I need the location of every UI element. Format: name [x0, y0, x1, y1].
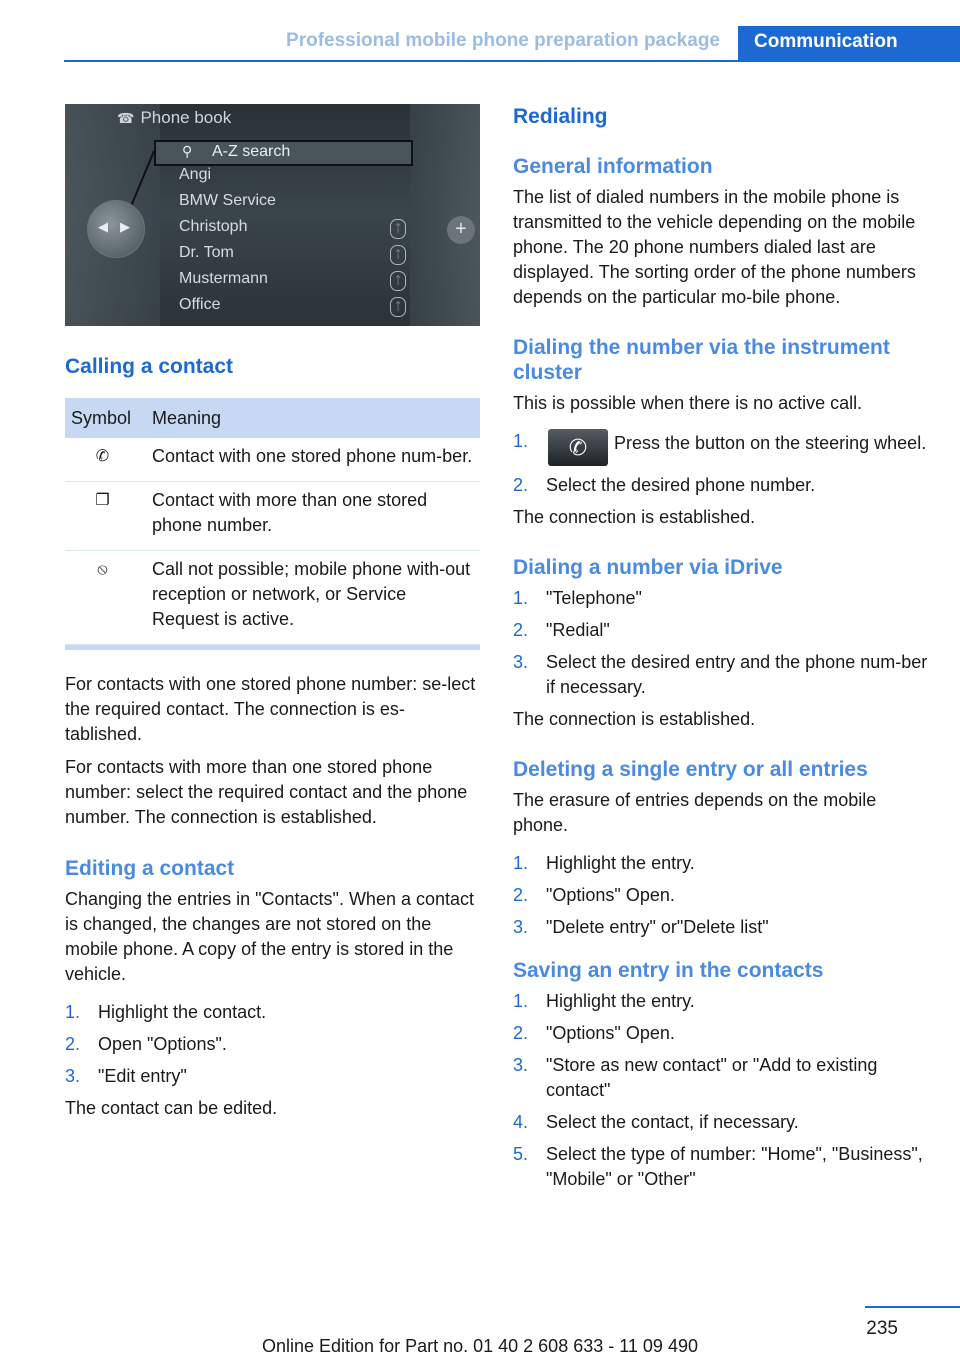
phone-handset-icon: ✆	[95, 448, 110, 465]
list-item: 2. Open "Options".	[65, 1034, 227, 1054]
table-bottom-rule	[65, 645, 480, 650]
header-chapter-tab: Communication	[738, 26, 960, 60]
deleting-intro: The erasure of entries depends on the mobile phone.	[513, 790, 877, 835]
instrument-cluster-heading: Dialing the number via the instrument cluster	[513, 336, 890, 384]
phone-book-icon: ☎	[117, 110, 135, 126]
general-info-heading: General information	[513, 155, 713, 178]
list-item: 2. "Options" Open.	[513, 1023, 675, 1043]
footer-edition-text: Online Edition for Part no. 01 40 2 608 633 - 11 09 490	[262, 1336, 698, 1356]
list-item: 2. Select the desired phone number.	[513, 475, 816, 495]
controller-knob	[87, 200, 145, 258]
contact-item: Mustermann	[179, 270, 268, 287]
instrument-cluster-intro: This is possible when there is no active call.	[513, 393, 863, 413]
table-header-meaning: Meaning	[146, 398, 480, 438]
steering-wheel-phone-button-icon: ✆	[548, 429, 608, 466]
instrument-cluster-steps	[513, 429, 933, 498]
list-item: 4. Select the contact, if necessary.	[513, 1112, 799, 1132]
az-search-item: ⚲ A-Z search	[154, 140, 413, 166]
list-item: 1. "Telephone"	[513, 588, 642, 608]
table-header-symbol: Symbol	[65, 398, 146, 438]
screen-title: ☎ Phone book	[117, 108, 232, 127]
general-info-text: The list of dialed numbers in the mobile phone is transmitted to the vehicle depending on the mobile phone. The 20 phone numbers dialed last are displayed. The sorting order of the phone numbers depends on the particular mo-bile phone.	[513, 187, 916, 307]
table-row: ❐ Contact with more than one stored phone number.	[65, 482, 480, 551]
list-item: 3. Select the desired entry and the phone num-ber if necessary.	[513, 652, 928, 697]
editing-heading: Editing a contact	[65, 857, 235, 880]
page-header	[0, 0, 960, 64]
left-column	[65, 104, 480, 1121]
deleting-heading: Deleting a single entry or all entries	[513, 758, 868, 781]
header-section-title: Professional mobile phone preparation package	[286, 30, 720, 51]
footer-rule	[865, 1306, 960, 1308]
contact-item: Angi	[179, 166, 212, 183]
bluetooth-icon: ᛏ	[390, 297, 406, 317]
contact-item: Christoph	[179, 218, 248, 235]
table-row: ⦸ Call not possible; mobile phone with-out reception or network, or Service Request is active.	[65, 551, 480, 645]
list-item: 3. "Store as new contact" or "Add to existing contact"	[513, 1055, 878, 1100]
saving-heading: Saving an entry in the contacts	[513, 959, 824, 982]
list-item: 2. "Options" Open.	[513, 885, 675, 905]
arrow-right-icon: ▶	[120, 219, 130, 234]
calling-paragraph-2: For contacts with more than one stored phone number: select the required contact and the phone number. The connection is established.	[65, 757, 468, 827]
header-rule	[64, 60, 960, 62]
deleting-steps	[513, 851, 933, 940]
list-item: 1. Highlight the contact.	[65, 1002, 267, 1022]
bluetooth-icon: ᛏ	[390, 219, 406, 239]
list-item: 1. Highlight the entry.	[513, 991, 695, 1011]
list-item: 2. "Redial"	[513, 620, 610, 640]
calling-paragraph-1: For contacts with one stored phone number: se-lect the required contact. The connection is es-tablished.	[65, 674, 476, 744]
page-number: 235	[866, 1318, 898, 1339]
idrive-result: The connection is established.	[513, 709, 756, 729]
search-icon: ⚲	[182, 143, 193, 159]
editing-intro: Changing the entries in "Contacts". When a contact is changed, the changes are not stored on the mobile phone. A copy of the entry is stored in the vehicle.	[65, 889, 475, 984]
idrive-steps	[513, 586, 933, 700]
instrument-cluster-result: The connection is established.	[513, 507, 756, 527]
bluetooth-icon: ᛏ	[390, 271, 406, 291]
multiple-numbers-icon: ❐	[95, 492, 110, 509]
bluetooth-icon: ᛏ	[390, 245, 406, 265]
list-item: 5. Select the type of number: "Home", "Business", "Mobile" or "Other"	[513, 1144, 923, 1189]
redialing-heading: Redialing	[513, 105, 608, 128]
editing-result: The contact can be edited.	[65, 1098, 278, 1118]
calling-heading: Calling a contact	[65, 355, 234, 378]
contact-item: BMW Service	[179, 192, 276, 209]
list-item: 1. Highlight the entry.	[513, 853, 695, 873]
plus-icon: +	[447, 216, 475, 244]
contact-item: Dr. Tom	[179, 244, 234, 261]
idrive-heading: Dialing a number via iDrive	[513, 556, 783, 579]
symbol-table	[65, 398, 480, 645]
right-column	[513, 104, 933, 1199]
list-item: 3. "Delete entry" or"Delete list"	[513, 917, 769, 937]
phone-book-screenshot	[65, 104, 480, 326]
table-row: ✆ Contact with one stored phone num-ber.	[65, 438, 480, 482]
list-item: 3. "Edit entry"	[65, 1066, 187, 1086]
arrow-left-icon: ◀	[98, 219, 108, 234]
editing-steps	[65, 1000, 480, 1089]
contact-item: Office	[179, 296, 221, 313]
call-not-possible-icon: ⦸	[97, 561, 108, 578]
list-item: 1. ✆ Press the button on the steering wheel.	[513, 429, 933, 466]
saving-steps	[513, 989, 933, 1192]
